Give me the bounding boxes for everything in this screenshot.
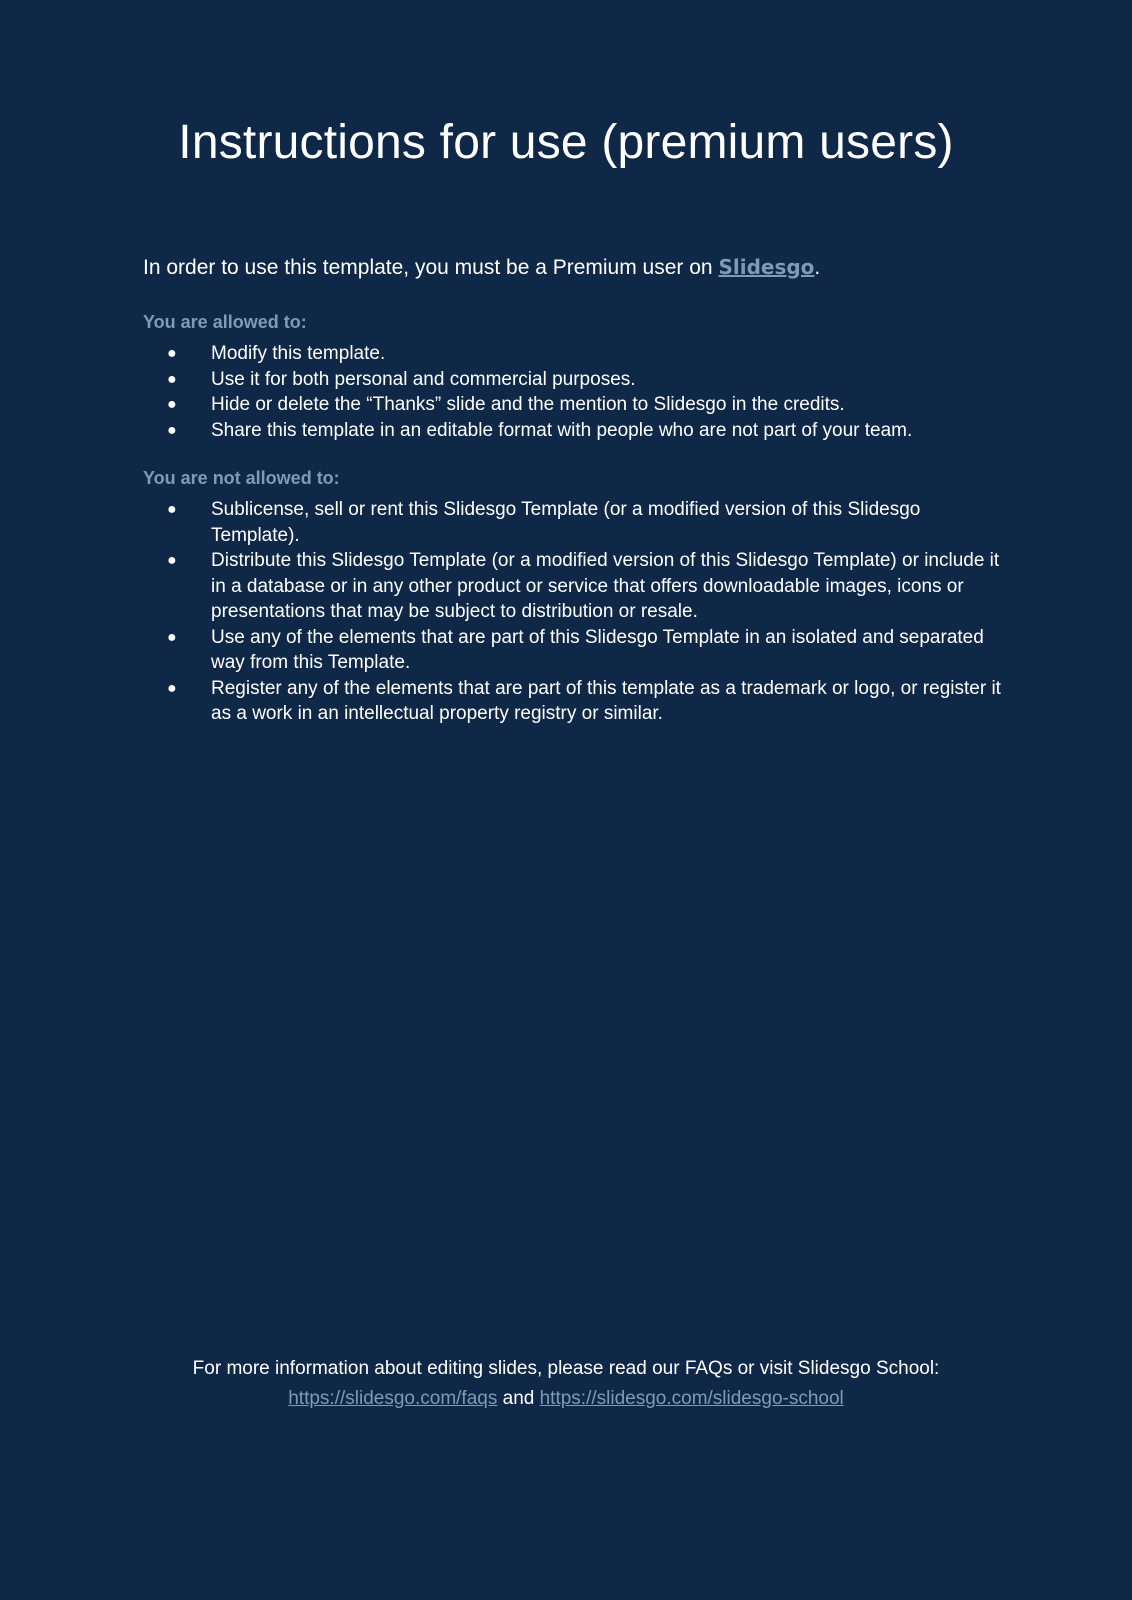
- list-item-text: Share this template in an editable format with people who are not part of your team.: [211, 419, 913, 441]
- bullet-icon: ●: [167, 679, 177, 697]
- bullet-icon: ●: [167, 370, 177, 388]
- list-item-text: Register any of the elements that are part of this template as a trademark or logo, or register it as a work in an intellectual property registry or similar.: [211, 677, 1001, 724]
- footer-and-text: and: [497, 1388, 540, 1409]
- intro-period: .: [814, 256, 821, 279]
- footer: [0, 1354, 1132, 1414]
- list-item-text: Use it for both personal and commercial purposes.: [211, 368, 636, 390]
- list-item-text: Modify this template.: [211, 343, 386, 364]
- list-item-text: Use any of the elements that are part of this Slidesgo Template in an isolated and separated way from this Template.: [211, 626, 984, 673]
- instructions-content: [143, 252, 1003, 727]
- allowed-list: [143, 341, 1003, 443]
- footer-info-text: For more information about editing slides, please read our FAQs or visit Slidesgo School:: [192, 1358, 940, 1379]
- list-item: [143, 625, 1003, 676]
- list-item: [143, 497, 1003, 548]
- list-item: [143, 392, 1003, 418]
- list-item: [143, 548, 1003, 625]
- bullet-icon: ●: [167, 501, 177, 518]
- list-item: [143, 418, 1003, 444]
- slidesgo-link[interactable]: Slidesgo: [718, 255, 815, 279]
- list-item-text: Distribute this Slidesgo Template (or a modified version of this Slidesgo Template) or include it in a database or in any other product or service that offers downloadable images, icons or presentations that may be subject to distribution or resale.: [211, 550, 1000, 622]
- allowed-heading: You are allowed to:: [143, 312, 307, 332]
- not-allowed-heading: You are not allowed to:: [143, 468, 340, 488]
- faq-link[interactable]: https://slidesgo.com/faqs: [288, 1388, 498, 1409]
- bullet-icon: ●: [167, 421, 177, 439]
- list-item: [143, 367, 1003, 393]
- page-title: Instructions for use (premium users): [178, 116, 954, 169]
- bullet-icon: ●: [167, 552, 177, 569]
- bullet-icon: ●: [167, 628, 177, 646]
- intro-paragraph: [143, 252, 1003, 283]
- list-item-text: Sublicense, sell or rent this Slidesgo Template (or a modified version of this Slidesgo Template).: [211, 499, 921, 546]
- intro-text: In order to use this template, you must be a Premium user on: [143, 256, 719, 279]
- not-allowed-list: [143, 497, 1003, 727]
- school-link[interactable]: https://slidesgo.com/slidesgo-school: [539, 1388, 844, 1409]
- list-item: [143, 676, 1003, 727]
- bullet-icon: ●: [167, 345, 177, 362]
- bullet-icon: ●: [167, 396, 177, 413]
- list-item-text: Hide or delete the “Thanks” slide and the mention to Slidesgo in the credits.: [211, 394, 845, 415]
- footer-links: [0, 1384, 1132, 1414]
- list-item: [143, 341, 1003, 367]
